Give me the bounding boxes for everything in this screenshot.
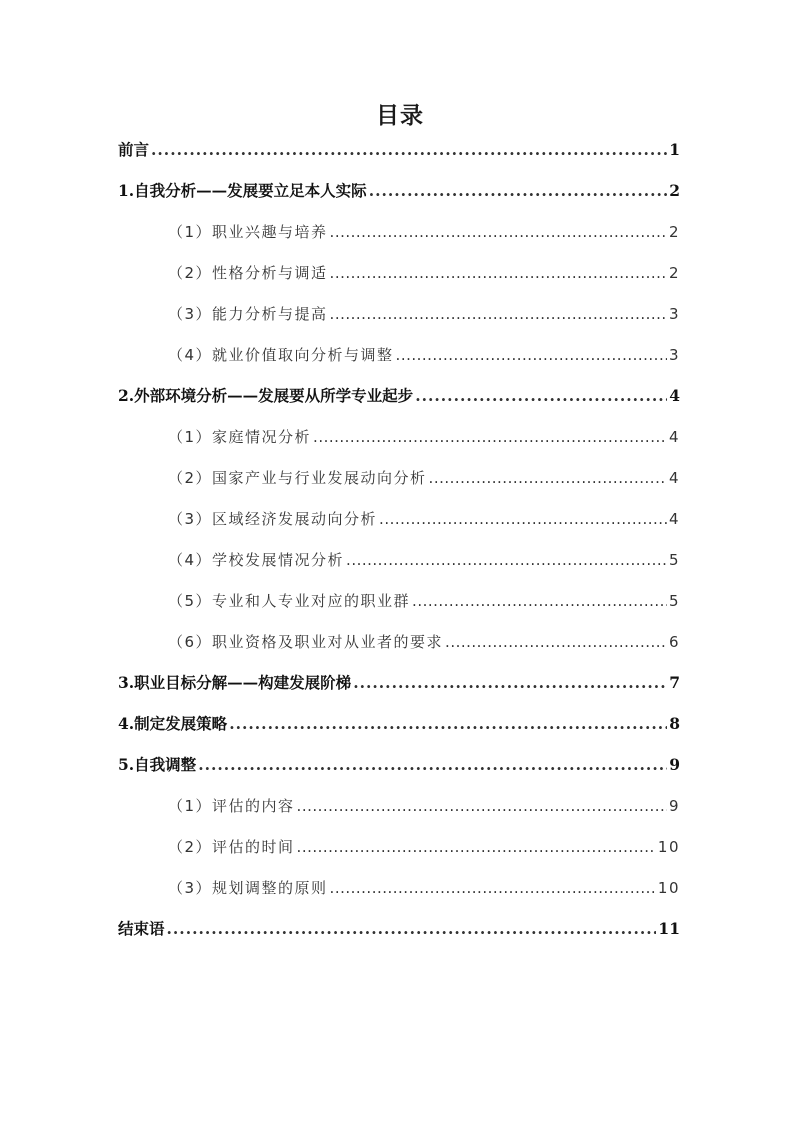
toc-subentry[interactable] bbox=[118, 296, 680, 337]
toc-entry-page: 5 bbox=[668, 551, 680, 569]
toc-leader-dots bbox=[198, 747, 667, 783]
toc-entry-label: （1）评估的内容 bbox=[168, 797, 295, 815]
toc-entry-label: 1.自我分析——发展要立足本人实际 bbox=[118, 181, 367, 200]
toc-entry-page: 4 bbox=[668, 469, 680, 487]
toc-entry-label: （2）性格分析与调适 bbox=[168, 264, 328, 282]
toc-entry-page: 2 bbox=[668, 264, 680, 282]
toc-entry-page: 3 bbox=[668, 346, 680, 364]
toc-entry-label: （6）职业资格及职业对从业者的要求 bbox=[168, 633, 444, 651]
toc-entry[interactable] bbox=[118, 378, 680, 419]
toc-leader-dots bbox=[346, 542, 667, 578]
toc-leader-dots bbox=[330, 296, 667, 332]
toc-entry-page: 4 bbox=[668, 510, 680, 528]
toc-entry-page: 7 bbox=[669, 673, 680, 692]
toc-entry[interactable] bbox=[118, 132, 680, 173]
toc-leader-dots bbox=[412, 583, 667, 619]
toc-subentry[interactable] bbox=[118, 788, 680, 829]
toc-entry-label: （1）职业兴趣与培养 bbox=[168, 223, 328, 241]
toc-entry-page: 1 bbox=[669, 140, 680, 159]
toc-subentry[interactable] bbox=[118, 501, 680, 542]
toc-entry-label: （3）能力分析与提高 bbox=[168, 305, 328, 323]
toc-entry-page: 9 bbox=[669, 755, 680, 774]
toc-entry-page: 10 bbox=[657, 838, 680, 856]
toc-list bbox=[118, 132, 680, 952]
toc-entry-page: 2 bbox=[669, 181, 680, 200]
toc-leader-dots bbox=[229, 706, 667, 742]
toc-entry-label: 2.外部环境分析——发展要从所学专业起步 bbox=[118, 386, 414, 405]
toc-leader-dots bbox=[396, 337, 667, 373]
toc-leader-dots bbox=[330, 870, 656, 906]
toc-leader-dots bbox=[313, 419, 667, 455]
toc-entry-page: 5 bbox=[668, 592, 680, 610]
toc-entry-page: 6 bbox=[668, 633, 680, 651]
toc-leader-dots bbox=[167, 911, 657, 947]
toc-entry-label: （2）国家产业与行业发展动向分析 bbox=[168, 469, 427, 487]
toc-entry-page: 9 bbox=[668, 797, 680, 815]
toc-entry-page: 3 bbox=[668, 305, 680, 323]
toc-entry[interactable] bbox=[118, 911, 680, 952]
toc-entry[interactable] bbox=[118, 173, 680, 214]
toc-leader-dots bbox=[445, 624, 667, 660]
toc-subentry[interactable] bbox=[118, 829, 680, 870]
toc-leader-dots bbox=[369, 173, 668, 209]
toc-subentry[interactable] bbox=[118, 624, 680, 665]
toc-entry-page: 8 bbox=[669, 714, 680, 733]
toc-subentry[interactable] bbox=[118, 583, 680, 624]
toc-subentry[interactable] bbox=[118, 460, 680, 501]
toc-entry-label: 4.制定发展策略 bbox=[118, 714, 228, 733]
toc-leader-dots bbox=[353, 665, 667, 701]
toc-entry-label: 结束语 bbox=[118, 919, 165, 938]
toc-subentry[interactable] bbox=[118, 337, 680, 378]
toc-entry-label: 3.职业目标分解——构建发展阶梯 bbox=[118, 673, 352, 692]
toc-entry-label: （4）就业价值取向分析与调整 bbox=[168, 346, 394, 364]
toc-entry-label: （5）专业和人专业对应的职业群 bbox=[168, 592, 411, 610]
toc-entry-page: 10 bbox=[657, 879, 680, 897]
toc-leader-dots bbox=[297, 829, 656, 865]
toc-entry-label: （2）评估的时间 bbox=[168, 838, 295, 856]
toc-leader-dots bbox=[330, 255, 667, 291]
toc-leader-dots bbox=[297, 788, 667, 824]
toc-entry[interactable] bbox=[118, 665, 680, 706]
toc-entry-label: （1）家庭情况分析 bbox=[168, 428, 312, 446]
toc-subentry[interactable] bbox=[118, 542, 680, 583]
toc-entry-page: 11 bbox=[658, 919, 680, 938]
toc-entry[interactable] bbox=[118, 747, 680, 788]
toc-leader-dots bbox=[330, 214, 667, 250]
toc-entry-page: 2 bbox=[668, 223, 680, 241]
toc-entry-label: （3）区域经济发展动向分析 bbox=[168, 510, 378, 528]
toc-leader-dots bbox=[415, 378, 667, 414]
toc-leader-dots bbox=[151, 132, 667, 168]
toc-leader-dots bbox=[429, 460, 667, 496]
toc-subentry[interactable] bbox=[118, 255, 680, 296]
toc-leader-dots bbox=[379, 501, 667, 537]
toc-entry-label: （3）规划调整的原则 bbox=[168, 879, 328, 897]
toc-entry-page: 4 bbox=[668, 428, 680, 446]
toc-entry-label: 5.自我调整 bbox=[118, 755, 197, 774]
toc-entry[interactable] bbox=[118, 706, 680, 747]
toc-subentry[interactable] bbox=[118, 419, 680, 460]
toc-subentry[interactable] bbox=[118, 870, 680, 911]
toc-entry-page: 4 bbox=[669, 386, 680, 405]
toc-subentry[interactable] bbox=[118, 214, 680, 255]
toc-entry-label: 前言 bbox=[118, 140, 150, 159]
toc-entry-label: （4）学校发展情况分析 bbox=[168, 551, 345, 569]
toc-title: 目录 bbox=[376, 102, 424, 129]
